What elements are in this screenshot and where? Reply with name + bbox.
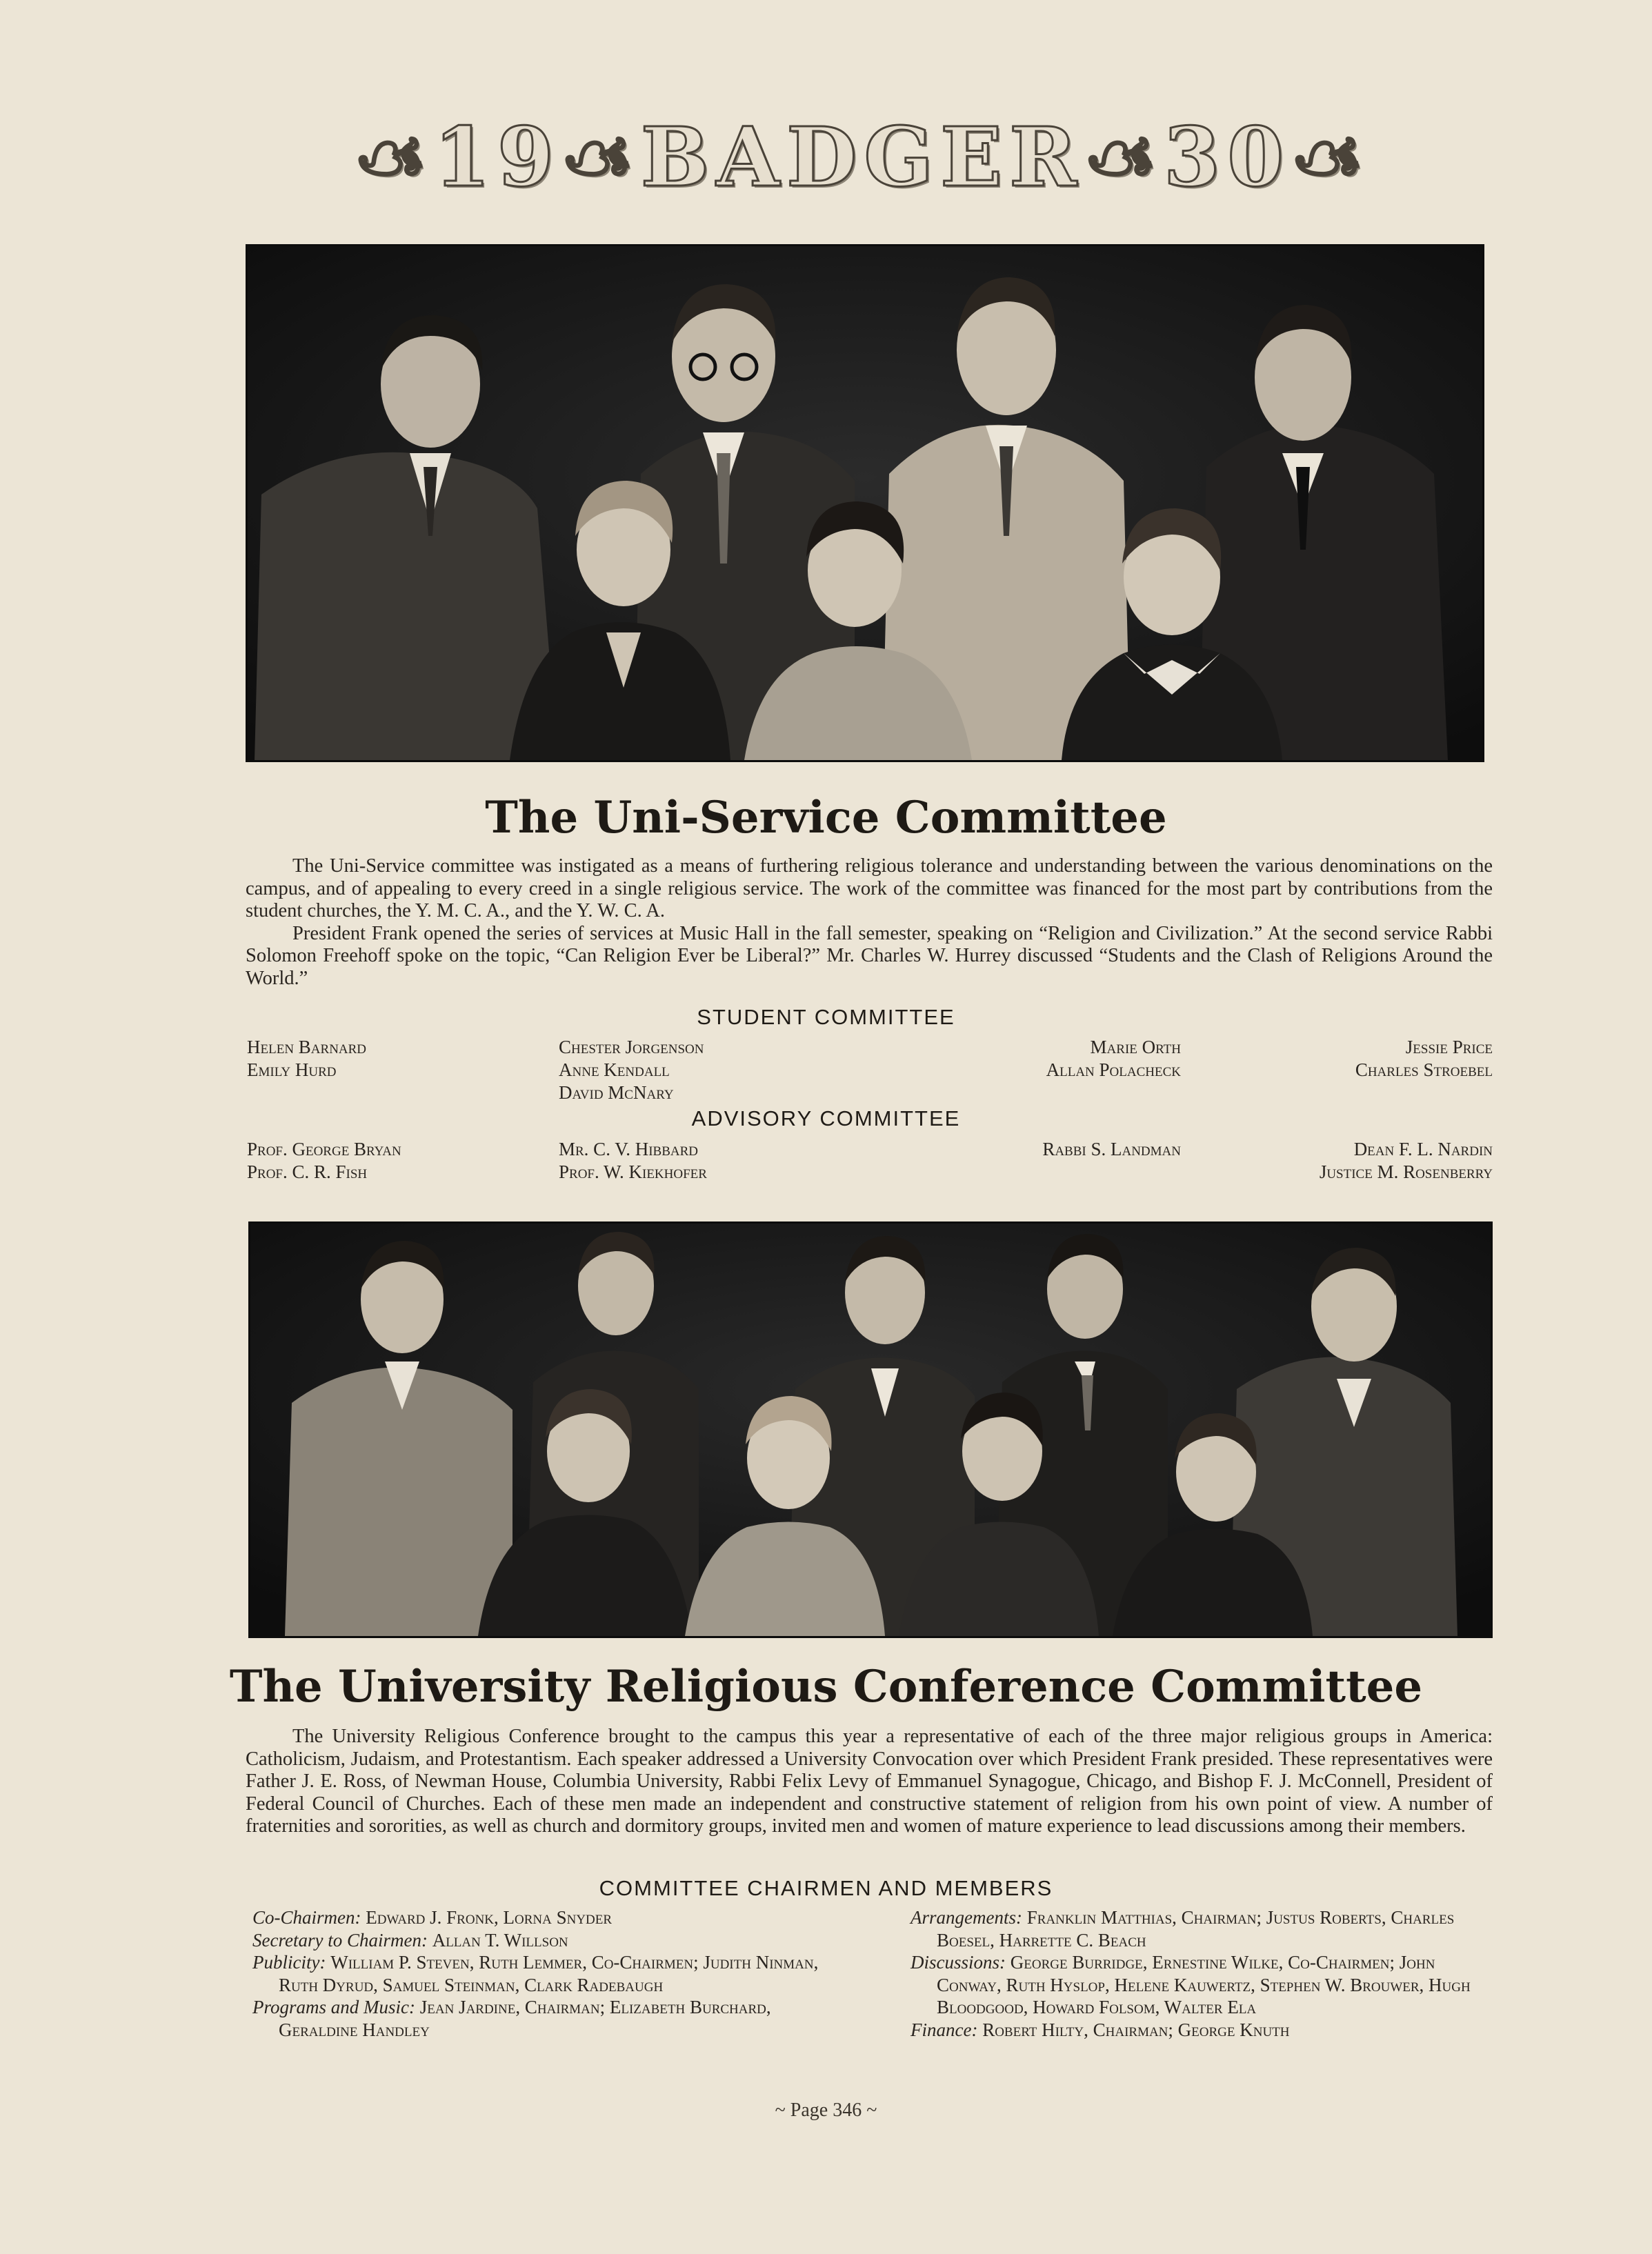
committee-names: Robert Hilty, Chairman; George Knuth bbox=[982, 2019, 1290, 2040]
committee-role: Discussions: bbox=[910, 1952, 1006, 1973]
uni-service-group-photo bbox=[246, 244, 1484, 762]
advisory-committee-heading: ADVISORY COMMITTEE bbox=[691, 1106, 961, 1130]
religious-conference-description bbox=[246, 1726, 1493, 1838]
roster-column bbox=[1355, 1036, 1493, 1081]
student-committee-heading: STUDENT COMMITTEE bbox=[697, 1005, 955, 1029]
committee-role: Finance: bbox=[910, 2019, 978, 2040]
roster-name: Chester Jorgenson bbox=[559, 1037, 704, 1057]
committee-entry bbox=[910, 1906, 1504, 1951]
committee-names: William P. Steven, Ruth Lemmer, Co-Chairmen; Judith Ninman, Ruth Dyrud, Samuel Steinman, Clark Radebaugh bbox=[279, 1952, 819, 1995]
committee-entry bbox=[910, 1951, 1504, 2019]
roster-column bbox=[1042, 1138, 1181, 1161]
roster-name: Helen Barnard bbox=[247, 1037, 367, 1057]
committee-entry bbox=[252, 1951, 846, 1996]
committee-entry bbox=[252, 1906, 846, 1929]
roster-column bbox=[247, 1036, 366, 1081]
roster-name: Jessie Price bbox=[1405, 1037, 1493, 1057]
committee-entry bbox=[252, 1929, 846, 1952]
committee-members-left-column bbox=[252, 1906, 846, 2041]
roster-name: Mr. C. V. Hibbard bbox=[559, 1139, 699, 1159]
roster-column bbox=[247, 1138, 401, 1184]
committee-names: Allan T. Willson bbox=[432, 1929, 568, 1951]
page-number: ~ Page 346 ~ bbox=[775, 2100, 877, 2121]
committee-role: Co-Chairmen: bbox=[252, 1907, 361, 1928]
roster-name: David McNary bbox=[559, 1082, 674, 1103]
religious-conference-paragraph: The University Religious Conference brought to the campus this year a representative of each of the three major religious groups in America: Catholicism, Judaism, and Protestantism. Each speaker addressed a University Convocation over which President Frank presided. These representatives were Father J. E. Ross, of Newman House, Columbia University, Rabbi Felix Levy of Emmanuel Synagogue, Chicago, and Bishop F. J. McConnell, President of Federal Council of Churches. Each of these men made an independent and constructive statement of religion from his own point of view. A number of fraternities and sororities, as well as church and dormitory groups, invited men and women of mature experience to lead discussions among their members. bbox=[246, 1726, 1493, 1837]
roster-column bbox=[559, 1138, 707, 1184]
committee-role: Programs and Music: bbox=[252, 1997, 415, 2017]
committee-entry bbox=[910, 2019, 1504, 2042]
uni-service-description bbox=[246, 855, 1493, 990]
committee-names: George Burridge, Ernestine Wilke, Co-Chairmen; John Conway, Ruth Hyslop, Helene Kauwertz, Stephen W. Brouwer, Hugh Bloodgood, Howard Folsom, Walter Ela bbox=[937, 1952, 1471, 2017]
roster-name: Prof. W. Kiekhofer bbox=[559, 1161, 707, 1182]
roster-name: Prof. George Bryan bbox=[247, 1139, 401, 1159]
yearbook-masthead: ☙19☙BADGER☙30☙ bbox=[354, 108, 1371, 205]
religious-conference-title: The University Religious Conference Committee bbox=[229, 1661, 1423, 1713]
uni-service-title: The Uni-Service Committee bbox=[485, 792, 1167, 844]
committee-chairmen-heading: COMMITTEE CHAIRMEN AND MEMBERS bbox=[599, 1876, 1053, 1900]
roster-name: Charles Stroebel bbox=[1355, 1059, 1493, 1080]
roster-name: Justice M. Rosenberry bbox=[1319, 1161, 1493, 1182]
group-photo-illustration bbox=[248, 246, 1482, 760]
committee-names: Jean Jardine, Chairman; Elizabeth Burchard, Geraldine Handley bbox=[279, 1997, 771, 2040]
roster-column bbox=[559, 1036, 704, 1104]
uni-service-paragraph-1: The Uni-Service committee was instigated as a means of furthering religious tolerance and understanding between the various denominations on the campus, and of appealing to every creed in a single religious service. The work of the committee was financed for the most part by contributions from the student churches, the Y. M. C. A., and the Y. W. C. A. bbox=[246, 855, 1493, 921]
roster-name: Anne Kendall bbox=[559, 1059, 670, 1080]
committee-role: Secretary to Chairmen: bbox=[252, 1929, 428, 1951]
roster-name: Rabbi S. Landman bbox=[1042, 1139, 1181, 1159]
committee-names: Franklin Matthias, Chairman; Justus Roberts, Charles Boesel, Harrette C. Beach bbox=[937, 1907, 1455, 1951]
roster-name: Emily Hurd bbox=[247, 1059, 337, 1080]
committee-members-right-column bbox=[910, 1906, 1504, 2041]
committee-role: Publicity: bbox=[252, 1952, 326, 1973]
religious-conference-group-photo bbox=[248, 1221, 1493, 1638]
roster-name: Prof. C. R. Fish bbox=[247, 1161, 368, 1182]
roster-column bbox=[1046, 1036, 1181, 1081]
advisory-committee-roster bbox=[247, 1138, 1493, 1214]
roster-column bbox=[1320, 1138, 1493, 1184]
uni-service-paragraph-2: President Frank opened the series of services at Music Hall in the fall semester, speaking on “Religion and Civilization.” At the second service Rabbi Solomon Freehoff spoke on the topic, “Can Religion Ever be Liberal?” Mr. Charles W. Hurrey discussed “Students and the Clash of Religions Around the World.” bbox=[246, 922, 1493, 989]
student-committee-roster bbox=[247, 1036, 1493, 1112]
committee-entry bbox=[252, 1996, 846, 2041]
group-photo-illustration bbox=[250, 1224, 1491, 1636]
roster-name: Marie Orth bbox=[1090, 1037, 1181, 1057]
committee-role: Arrangements: bbox=[910, 1907, 1022, 1928]
committee-names: Edward J. Fronk, Lorna Snyder bbox=[366, 1907, 613, 1928]
roster-name: Dean F. L. Nardin bbox=[1353, 1139, 1493, 1159]
roster-name: Allan Polacheck bbox=[1046, 1059, 1181, 1080]
